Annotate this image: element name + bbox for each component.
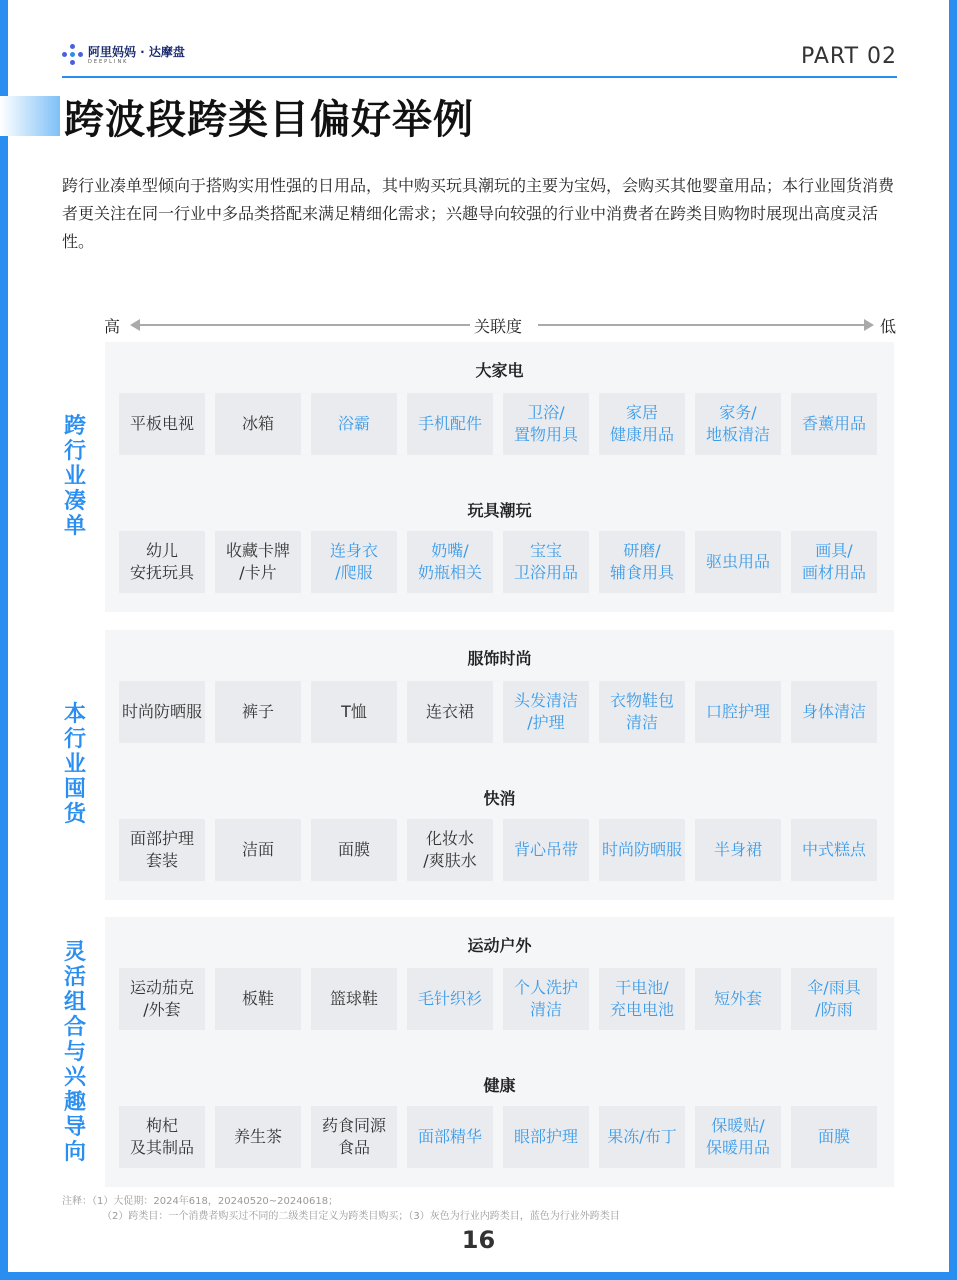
- category-cell: 裤子: [215, 681, 301, 743]
- category-cell: 身体清洁: [791, 681, 877, 743]
- category-cell: 宝宝 卫浴用品: [503, 531, 589, 593]
- footnotes: [62, 1194, 620, 1224]
- category-cell: 洁面: [215, 819, 301, 881]
- category-cell: 篮球鞋: [311, 968, 397, 1030]
- category-row: [119, 681, 877, 743]
- group-title: 玩具潮玩: [467, 501, 532, 520]
- relevance-axis: [104, 312, 896, 336]
- category-cell: 半身裙: [695, 819, 781, 881]
- axis-high-label: 高: [104, 317, 121, 336]
- category-cell: 平板电视: [119, 393, 205, 455]
- axis-title: 关联度: [470, 314, 526, 337]
- page: [8, 0, 949, 1272]
- category-cell: 奶嘴/ 奶瓶相关: [407, 531, 493, 593]
- category-cell: 连身衣 /爬服: [311, 531, 397, 593]
- category-cell: 养生茶: [215, 1106, 301, 1168]
- category-cell: 口腔护理: [695, 681, 781, 743]
- category-cell: 背心吊带: [503, 819, 589, 881]
- group-title: 服饰时尚: [467, 649, 532, 668]
- arrow-left-icon: [130, 319, 140, 331]
- group-title: 健康: [483, 1076, 516, 1095]
- category-cell: 香薰用品: [791, 393, 877, 455]
- category-cell: 驱虫用品: [695, 531, 781, 593]
- category-cell: 冰箱: [215, 393, 301, 455]
- logo-mark-icon: [62, 44, 84, 66]
- section-panel: [105, 917, 894, 1187]
- section-label: 本行业囤货: [63, 702, 86, 827]
- category-cell: 研磨/ 辅食用具: [599, 531, 685, 593]
- axis-line-right: [538, 324, 868, 326]
- category-cell: 家务/ 地板清洁: [695, 393, 781, 455]
- category-row: [119, 531, 877, 593]
- category-cell: 枸杞 及其制品: [119, 1106, 205, 1168]
- category-cell: 面部护理 套装: [119, 819, 205, 881]
- arrow-right-icon: [864, 319, 874, 331]
- section-panel: [105, 630, 894, 900]
- category-cell: 保暖贴/ 保暖用品: [695, 1106, 781, 1168]
- category-cell: 家居 健康用品: [599, 393, 685, 455]
- category-cell: 面膜: [791, 1106, 877, 1168]
- group-title: 大家电: [475, 361, 524, 380]
- group-title: 运动户外: [467, 936, 532, 955]
- category-cell: 浴霸: [311, 393, 397, 455]
- footnote-1: 注释：（1）大促期：2024年618，20240520~20240618；: [62, 1196, 339, 1207]
- category-cell: 干电池/ 充电电池: [599, 968, 685, 1030]
- footnote-2: （2）跨类目：一个消费者购买过不同的二级类目定义为跨类目购买；（3）灰色为行业内跨类目，蓝色为行业外跨类目: [102, 1211, 620, 1222]
- header-divider: [62, 76, 897, 78]
- logo-subtext: DEEPLINK: [88, 58, 129, 65]
- category-cell: 中式糕点: [791, 819, 877, 881]
- logo: [62, 44, 185, 66]
- title-accent: [0, 96, 60, 136]
- category-row: [119, 819, 877, 881]
- section-label: 跨行业凑单: [63, 414, 86, 539]
- category-cell: 化妆水 /爽肤水: [407, 819, 493, 881]
- category-cell: 运动茄克 /外套: [119, 968, 205, 1030]
- category-cell: 药食同源 食品: [311, 1106, 397, 1168]
- category-cell: T恤: [311, 681, 397, 743]
- category-cell: 眼部护理: [503, 1106, 589, 1168]
- category-cell: 面部精华: [407, 1106, 493, 1168]
- category-cell: 短外套: [695, 968, 781, 1030]
- category-row: [119, 393, 877, 455]
- intro-paragraph: 跨行业凑单型倾向于搭购实用性强的日用品，其中购买玩具潮玩的主要为宝妈，会购买其他婴童用品；本行业囤货消费者更关注在同一行业中多品类搭配来满足精细化需求；兴趣导向较强的行业中消费者在跨类目购物时展现出高度灵活性。: [62, 176, 895, 251]
- page-number: 16: [461, 1226, 496, 1254]
- section-panel: [105, 342, 894, 612]
- category-cell: 板鞋: [215, 968, 301, 1030]
- page-title: 跨波段跨类目偏好举例: [64, 97, 474, 143]
- category-cell: 幼儿 安抚玩具: [119, 531, 205, 593]
- category-cell: 伞/雨具 /防雨: [791, 968, 877, 1030]
- logo-text: 阿里妈妈 · 达摩盘: [88, 44, 185, 59]
- category-cell: 时尚防晒服: [119, 681, 205, 743]
- category-cell: 连衣裙: [407, 681, 493, 743]
- category-cell: 面膜: [311, 819, 397, 881]
- category-cell: 手机配件: [407, 393, 493, 455]
- category-row: [119, 1106, 877, 1168]
- category-cell: 个人洗护 清洁: [503, 968, 589, 1030]
- axis-low-label: 低: [879, 317, 896, 336]
- axis-line-left: [140, 324, 470, 326]
- category-cell: 头发清洁 /护理: [503, 681, 589, 743]
- category-cell: 毛针织衫: [407, 968, 493, 1030]
- group-title: 快消: [483, 789, 516, 808]
- category-cell: 卫浴/ 置物用具: [503, 393, 589, 455]
- category-cell: 果冻/布丁: [599, 1106, 685, 1168]
- category-cell: 收藏卡牌 /卡片: [215, 531, 301, 593]
- category-cell: 画具/ 画材用品: [791, 531, 877, 593]
- category-cell: 衣物鞋包 清洁: [599, 681, 685, 743]
- category-row: [119, 968, 877, 1030]
- section-label: 灵活组合与兴趣导向: [63, 940, 86, 1165]
- category-cell: 时尚防晒服: [599, 819, 685, 881]
- part-label: PART 02: [800, 44, 897, 69]
